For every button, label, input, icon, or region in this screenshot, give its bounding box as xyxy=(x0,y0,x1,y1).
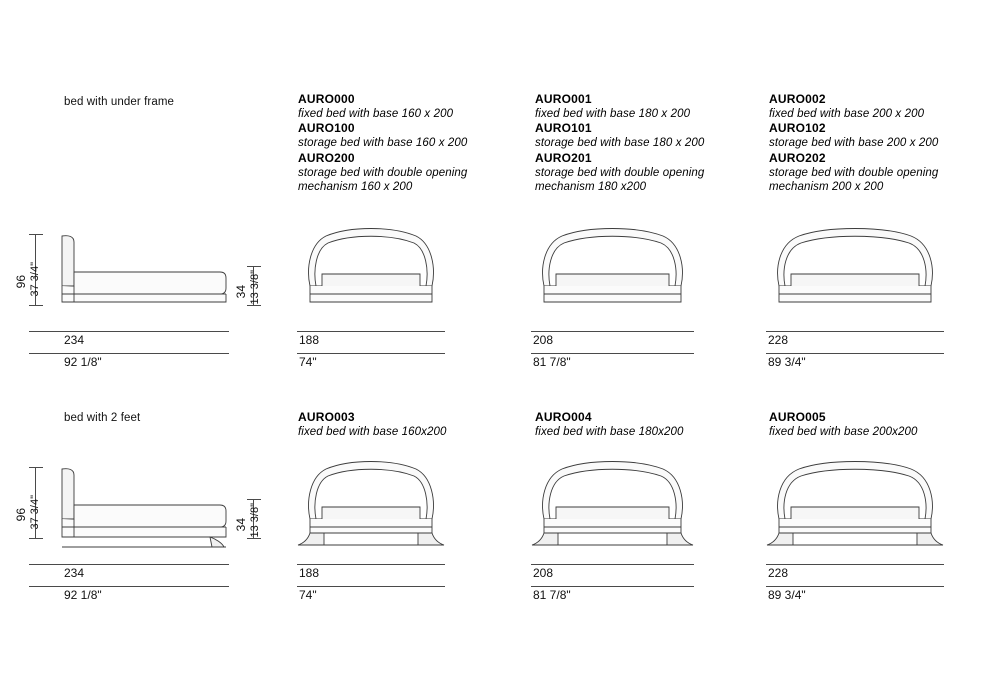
bed-front-view-200-feet xyxy=(765,461,945,557)
side-height-in: 37 3/4" xyxy=(29,262,41,297)
product-block-auro003 xyxy=(298,410,513,439)
dim-tick xyxy=(29,467,43,468)
product-description: fixed bed with base 160x200 xyxy=(298,426,447,438)
product-description: fixed bed with base 160 x 200 xyxy=(298,108,454,120)
side-width-cm: 234 xyxy=(64,333,85,347)
product-block-auro001 xyxy=(535,92,750,195)
product-code: AURO003 xyxy=(298,410,355,424)
dim-tick xyxy=(29,234,43,235)
front-width-in: 81 7/8" xyxy=(533,588,571,602)
bed-front-view-160 xyxy=(296,228,446,320)
product-description: fixed bed with base 180 x 200 xyxy=(535,108,691,120)
dim-rule xyxy=(531,353,694,354)
bed-side-view-two-feet xyxy=(52,465,232,557)
dim-tick xyxy=(247,266,261,267)
product-description: fixed bed with base 200 x 200 xyxy=(769,108,925,120)
dim-tick xyxy=(29,305,43,306)
dim-rule xyxy=(297,353,445,354)
product-code: AURO200 xyxy=(298,150,355,165)
side-height-cm: 96 xyxy=(14,275,28,289)
side-width-in: 92 1/8" xyxy=(64,588,102,602)
product-code: AURO004 xyxy=(535,410,592,424)
dim-rule xyxy=(29,586,229,587)
front-width-cm: 208 xyxy=(533,333,554,347)
front-height-in: 13 3/8" xyxy=(249,270,261,305)
bed-front-view-180-feet xyxy=(530,461,695,557)
row-label-under-frame: bed with under frame xyxy=(64,96,175,108)
dim-tick xyxy=(247,499,261,500)
side-height-cm: 96 xyxy=(14,508,28,522)
dim-rule xyxy=(297,564,445,565)
product-block-auro005 xyxy=(769,410,984,439)
bed-front-view-180 xyxy=(530,228,695,320)
front-width-in: 74" xyxy=(299,355,317,369)
product-code: AURO001 xyxy=(535,92,592,106)
side-height-in: 37 3/4" xyxy=(29,495,41,530)
front-height-in: 13 3/8" xyxy=(249,503,261,538)
product-code: AURO201 xyxy=(535,150,592,165)
product-description: storage bed with base 160 x 200 xyxy=(298,137,468,150)
dim-tick xyxy=(247,305,261,306)
front-width-in: 89 3/4" xyxy=(768,588,806,602)
front-width-in: 81 7/8" xyxy=(533,355,571,369)
dim-tick xyxy=(29,538,43,539)
product-code: AURO101 xyxy=(535,121,592,136)
product-description: storage bed with double opening mechanism 180 x200 xyxy=(535,166,705,194)
dim-rule xyxy=(297,331,445,332)
product-code: AURO202 xyxy=(769,150,826,165)
product-code: AURO100 xyxy=(298,121,355,136)
product-code: AURO005 xyxy=(769,410,826,424)
product-description: fixed bed with base 200x200 xyxy=(769,426,918,438)
front-width-cm: 188 xyxy=(299,333,320,347)
product-description: storage bed with double opening mechanism 160 x 200 xyxy=(298,166,468,194)
front-width-cm: 208 xyxy=(533,566,554,580)
dim-rule xyxy=(297,586,445,587)
product-code: AURO000 xyxy=(298,92,355,106)
front-width-in: 74" xyxy=(299,588,317,602)
dim-rule xyxy=(531,586,694,587)
front-width-cm: 228 xyxy=(768,566,789,580)
dim-rule xyxy=(29,353,229,354)
product-block-auro004 xyxy=(535,410,750,439)
front-width-in: 89 3/4" xyxy=(768,355,806,369)
product-description: storage bed with double opening mechanism 200 x 200 xyxy=(769,166,939,194)
front-height-cm: 34 xyxy=(234,285,248,299)
product-description: storage bed with base 200 x 200 xyxy=(769,137,939,150)
product-code: AURO002 xyxy=(769,92,826,106)
dim-rule xyxy=(766,353,944,354)
bed-front-view-200 xyxy=(765,228,945,320)
dim-tick xyxy=(247,538,261,539)
bed-side-view-under-frame xyxy=(52,232,232,318)
row-label-two-feet: bed with 2 feet xyxy=(64,412,141,424)
product-description: fixed bed with base 180x200 xyxy=(535,426,684,438)
product-block-auro000 xyxy=(298,92,513,195)
bed-front-view-160-feet xyxy=(296,461,446,557)
dim-rule xyxy=(531,564,694,565)
front-width-cm: 188 xyxy=(299,566,320,580)
dim-rule xyxy=(766,564,944,565)
product-description: storage bed with base 180 x 200 xyxy=(535,137,705,150)
dim-rule xyxy=(766,331,944,332)
dim-rule xyxy=(531,331,694,332)
side-width-in: 92 1/8" xyxy=(64,355,102,369)
front-width-cm: 228 xyxy=(768,333,789,347)
side-width-cm: 234 xyxy=(64,566,85,580)
dim-rule xyxy=(29,564,229,565)
front-height-cm: 34 xyxy=(234,518,248,532)
product-code: AURO102 xyxy=(769,121,826,136)
product-block-auro002 xyxy=(769,92,984,195)
dim-rule xyxy=(766,586,944,587)
dim-rule xyxy=(29,331,229,332)
